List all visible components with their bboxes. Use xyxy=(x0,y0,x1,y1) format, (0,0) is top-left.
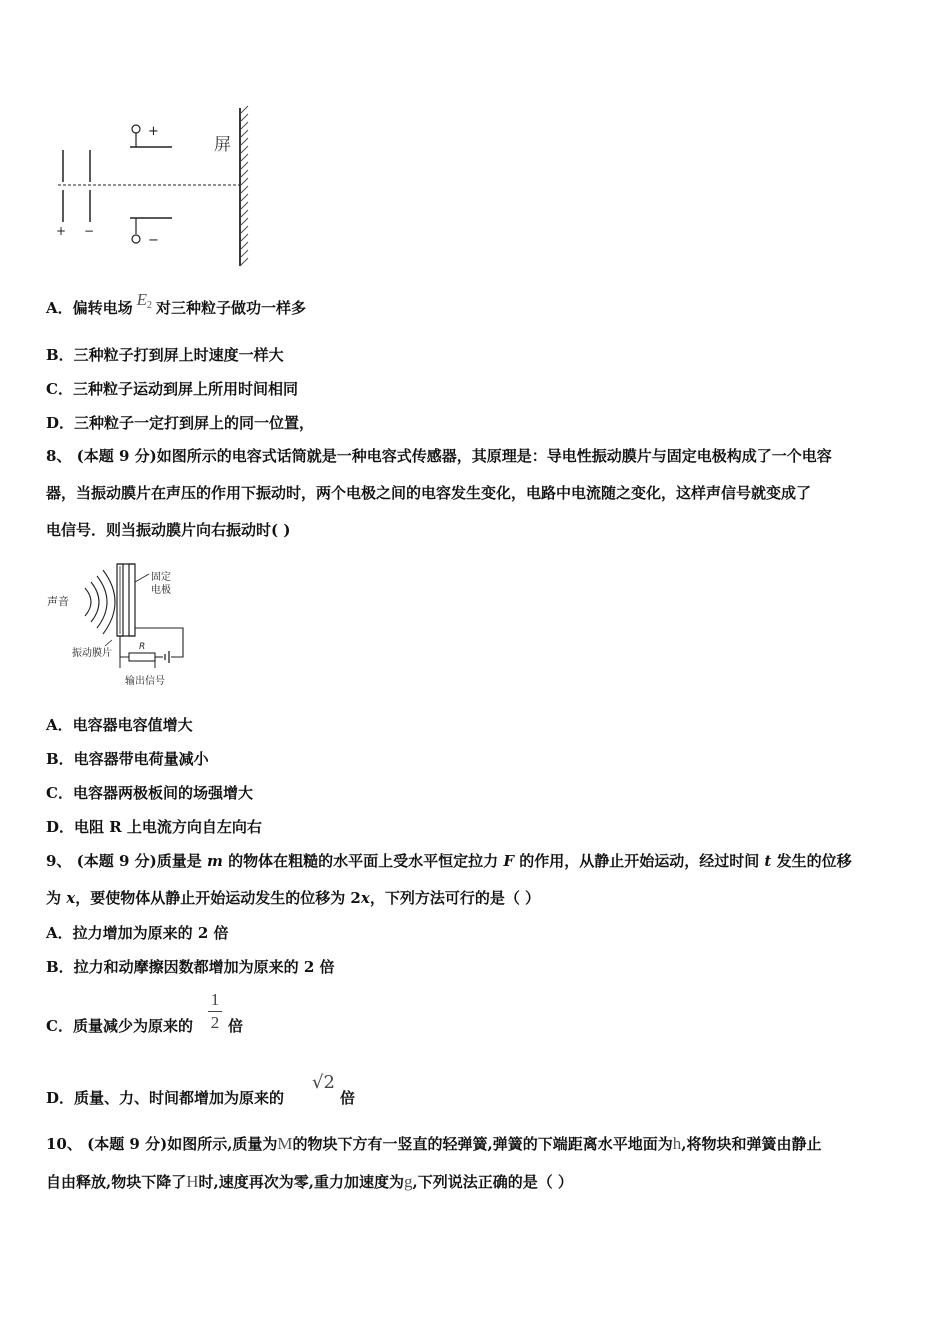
q9-option-b: B．拉力和动摩擦因数都增加为原来的 2 倍 xyxy=(46,958,335,976)
field-symbol-subscript: 2 xyxy=(147,300,153,311)
q8-option-d: D．电阻 R 上电流方向自左向右 xyxy=(46,818,262,836)
upper-plate-plus-sign: + xyxy=(148,124,159,139)
q8-option-b: B．电容器带电荷量减小 xyxy=(46,750,209,768)
q9-option-d: D．质量、力、时间都增加为原来的 xyxy=(46,1089,285,1107)
lower-plate-minus-sign: − xyxy=(148,233,159,248)
q10-stem: 10、 (本题 9 分)如图所示,质量为M的物块下方有一竖直的轻弹簧,弹簧的下端距离水平地面为h,将物块和弹簧由静止 自由释放,物块下降了H时,速度再次为零,重力加速度为g,下列说法正确的是（ ） xyxy=(46,1134,822,1191)
q8-option-a: A．电容器电容值增大 xyxy=(46,716,193,734)
capacitor-microphone-figure xyxy=(45,560,205,690)
q9-option-c-suffix: 倍 xyxy=(228,1017,244,1035)
q9-number: 9、 xyxy=(46,852,72,870)
q9-option-c: C．质量减少为原来的 xyxy=(46,1017,193,1035)
q7-option-a: A．偏转电场 $E^2$ 对三种粒子做功一样多 xyxy=(46,290,307,317)
q9-stem: 9、 (本题 9 分)质量是 m 的物体在粗糙的水平面上受水平恒定拉力 F 的作用，从静止开始运动，经过时间 t 发生的位移 为 x，要使物体从静止开始运动发生的位移为 2x，下列方法可行的是（ ） xyxy=(46,852,852,907)
q8-score: (本题 9 分) xyxy=(76,447,157,465)
q9-option-a: A．拉力增加为原来的 2 倍 xyxy=(46,924,229,942)
q9-option-d-sqrt: √2 xyxy=(312,1072,335,1093)
q9-option-c-fraction: 1 2 xyxy=(208,990,222,1033)
fixed-electrode-label-2: 电极 xyxy=(151,585,171,596)
q9-score: (本题 9 分) xyxy=(76,852,157,870)
q8-number: 8、 xyxy=(46,447,72,465)
fixed-electrode-label-1: 固定 xyxy=(151,572,171,583)
q10-score: (本题 9 分) xyxy=(87,1135,168,1153)
screen-label: 屏 xyxy=(214,135,231,155)
q10-number: 10、 xyxy=(46,1135,82,1153)
membrane-label: 振动膜片 xyxy=(72,648,112,659)
accel-minus-sign: − xyxy=(84,224,95,238)
q7-option-c: C．三种粒子运动到屏上所用时间相同 xyxy=(46,380,298,398)
deflection-field-figure xyxy=(50,100,260,275)
resistor-label: R xyxy=(139,642,146,652)
q8-stem: 8、 (本题 9 分)如图所示的电容式话筒就是一种电容式传感器，其原理是：导电性振动膜片与固定电极构成了一个电容 器，当振动膜片在声压的作用下振动时，两个电极之间的电容发生变化，电路中电流随之变化，这样声信号就变成了 电信号．则当振动膜片向右振动时( ) xyxy=(46,447,832,539)
sound-label: 声音 xyxy=(47,595,69,608)
q7-option-b: B．三种粒子打到屏上时速度一样大 xyxy=(46,346,284,364)
field-symbol-e: E xyxy=(136,290,148,309)
q9-option-d-suffix: 倍 xyxy=(340,1089,356,1107)
q8-option-c: C．电容器两极板间的场强增大 xyxy=(46,784,253,802)
accel-plus-sign: + xyxy=(56,224,67,238)
q7-option-d: D．三种粒子一定打到屏上的同一位置， xyxy=(46,414,315,432)
output-signal-label: 输出信号 xyxy=(125,676,165,687)
